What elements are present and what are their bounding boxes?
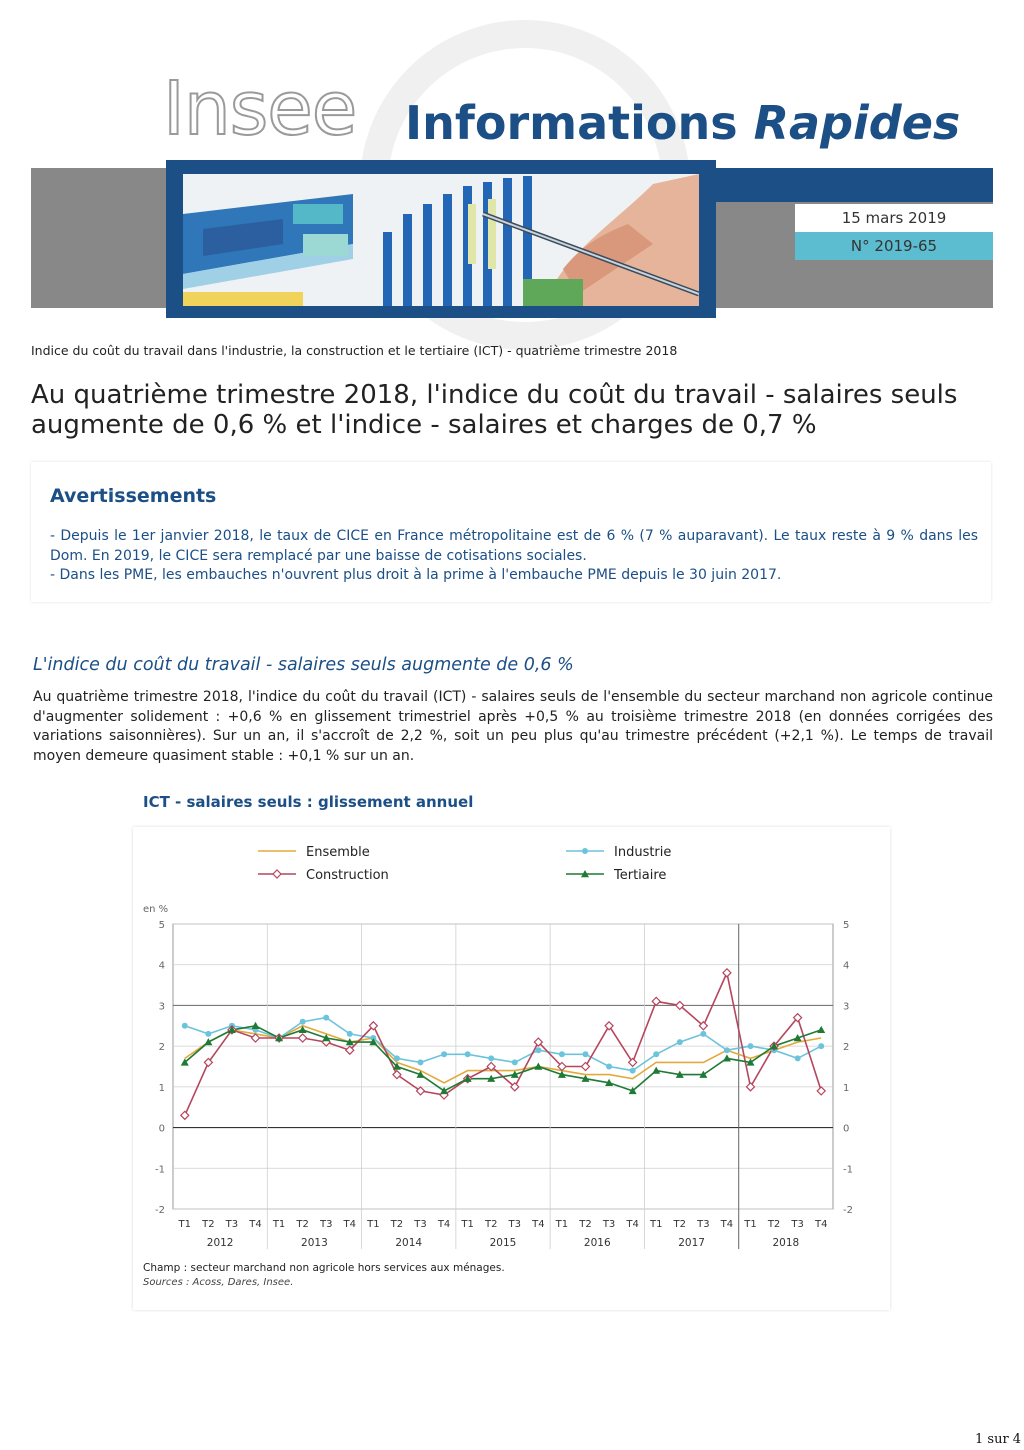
data-point-construction: [582, 1063, 590, 1071]
publication-number: N° 2019-65: [795, 232, 993, 260]
main-title: Au quatrième trimestre 2018, l'indice du coût du travail - salaires seuls augmente de 0,6 % et l'indice - salaires et charges de 0,7 %: [31, 380, 958, 440]
publication-subject: Indice du coût du travail dans l'industrie, la construction et le tertiaire (ICT) - quatrième trimestre 2018: [31, 343, 678, 358]
year-label: 2016: [583, 1237, 611, 1249]
x-tick-label: T3: [697, 1219, 710, 1230]
x-tick-label: T2: [673, 1219, 687, 1230]
data-point-tertiaire: [204, 1038, 212, 1045]
y-tick-label-right: 3: [843, 1001, 850, 1013]
y-tick-label-right: -1: [843, 1164, 853, 1176]
line-chart: [133, 827, 890, 1310]
data-point-industrie: [300, 1019, 306, 1025]
data-point-industrie: [512, 1059, 518, 1065]
warning-item: - Depuis le 1er janvier 2018, le taux de CICE en France métropolitaine est de 6 % (7 % auparavant). Le taux reste à 9 % dans les Dom. En 2019, le CICE sera remplacé par une baisse de cotisations sociales.: [50, 528, 978, 564]
y-tick-label-left: 3: [158, 1001, 165, 1013]
legend-marker: [582, 848, 588, 854]
y-tick-label-right: 4: [843, 960, 850, 972]
x-tick-label: T1: [367, 1219, 380, 1230]
y-tick-label-right: 5: [843, 920, 850, 931]
x-tick-label: T2: [579, 1219, 592, 1230]
data-point-industrie: [535, 1047, 541, 1053]
section-title: L'indice du coût du travail - salaires seuls augmente de 0,6 %: [33, 655, 574, 675]
body-paragraph: Au quatrième trimestre 2018, l'indice du coût du travail (ICT) - salaires seuls de l'ensemble du secteur marchand non agricole continue d'augmenter solidement : +0,6 % en glissement trimestriel après +0,5 % au troisième trimestre 2018 (en données corrigées des variations saisonnières). Sur un an, il s'accroît de 2,2 %, soit un peu plus qu'au trimestre précédent (+2,1 %). Le temps de travail moyen demeure quasiment stable : +0,1 % sur un an.: [33, 689, 993, 764]
data-point-construction: [629, 1058, 637, 1066]
y-tick-label-left: 4: [158, 960, 165, 972]
data-point-industrie: [677, 1039, 683, 1045]
year-label: 2012: [206, 1237, 234, 1249]
data-point-construction: [747, 1083, 755, 1091]
x-tick-label: T1: [744, 1219, 757, 1230]
y-tick-label-left: 1: [158, 1082, 165, 1094]
data-point-construction: [652, 997, 660, 1005]
chart-title: ICT - salaires seuls : glissement annuel: [143, 793, 474, 811]
x-tick-label: T4: [720, 1219, 734, 1230]
x-tick-label: T4: [626, 1219, 639, 1230]
y-tick-label-left: -1: [155, 1164, 165, 1176]
data-point-industrie: [418, 1059, 424, 1065]
x-tick-label: T1: [178, 1219, 192, 1230]
year-label: 2013: [301, 1237, 328, 1249]
y-tick-label-right: 0: [843, 1123, 850, 1135]
y-tick-label-right: 2: [843, 1042, 850, 1054]
warning-item: - Dans les PME, les embauches n'ouvrent plus droit à la prime à l'embauche PME depuis le 30 juin 2017.: [50, 567, 782, 583]
y-tick-label-right: -2: [843, 1205, 853, 1216]
x-tick-label: T1: [272, 1219, 286, 1230]
data-point-industrie: [488, 1055, 494, 1061]
y-tick-label-left: -2: [155, 1205, 165, 1216]
chart-container: [133, 827, 890, 1310]
warnings-title: Avertissements: [50, 485, 217, 507]
chart-photo-illustration: [183, 174, 699, 306]
year-label: 2015: [489, 1237, 517, 1249]
x-tick-label: T2: [202, 1219, 215, 1230]
chart-sources: Sources : Acoss, Dares, Insee.: [143, 1277, 294, 1288]
data-point-construction: [817, 1087, 825, 1095]
publication-title: [405, 96, 961, 150]
legend-label: Industrie: [614, 845, 672, 860]
x-tick-label: T3: [225, 1219, 239, 1230]
header-blue-band: [715, 168, 993, 202]
x-tick-label: T1: [649, 1219, 663, 1230]
header-chart-photo: [183, 174, 699, 306]
data-point-industrie: [724, 1047, 730, 1053]
x-tick-label: T2: [767, 1219, 781, 1230]
chart-note: Champ : secteur marchand non agricole hors services aux ménages.: [143, 1262, 505, 1274]
data-point-industrie: [583, 1051, 589, 1057]
x-tick-label: T3: [508, 1219, 522, 1230]
publication-title-main: Informations: [405, 96, 738, 150]
legend-label: Construction: [306, 868, 389, 883]
page-number: 1 sur 4: [975, 1432, 1022, 1447]
y-tick-label-left: 2: [158, 1042, 165, 1054]
series-line-construction: [185, 973, 821, 1116]
data-point-industrie: [323, 1015, 329, 1021]
publication-title-rapides: Rapides: [753, 96, 961, 150]
warnings-text: [50, 527, 978, 586]
x-tick-label: T1: [555, 1219, 569, 1230]
data-point-industrie: [700, 1031, 706, 1037]
data-point-tertiaire: [817, 1026, 825, 1033]
data-point-industrie: [559, 1051, 565, 1057]
y-tick-label-left: 5: [158, 920, 165, 931]
insee-logo: Insee: [163, 66, 357, 152]
series-line-industrie: [185, 1018, 821, 1071]
data-point-industrie: [795, 1055, 801, 1061]
data-point-industrie: [748, 1043, 754, 1049]
publication-date: 15 mars 2019: [795, 204, 993, 232]
x-tick-label: T4: [814, 1219, 828, 1230]
legend-marker: [273, 870, 281, 878]
x-tick-label: T3: [602, 1219, 616, 1230]
y-tick-label-left: 0: [158, 1123, 165, 1135]
data-point-construction: [252, 1034, 260, 1042]
x-tick-label: T3: [319, 1219, 333, 1230]
data-point-industrie: [630, 1068, 636, 1074]
data-point-tertiaire: [252, 1022, 260, 1029]
year-label: 2017: [678, 1237, 705, 1249]
year-label: 2018: [772, 1237, 800, 1249]
year-label: 2014: [395, 1237, 423, 1249]
x-tick-label: T2: [390, 1219, 404, 1230]
data-point-construction: [181, 1111, 189, 1119]
data-point-tertiaire: [723, 1054, 731, 1061]
x-tick-label: T3: [414, 1219, 427, 1230]
x-tick-label: T2: [296, 1219, 309, 1230]
data-point-industrie: [653, 1051, 659, 1057]
x-tick-label: T4: [532, 1219, 545, 1230]
data-point-industrie: [441, 1051, 447, 1057]
data-point-construction: [299, 1034, 307, 1042]
data-point-industrie: [818, 1043, 824, 1049]
x-tick-label: T4: [343, 1219, 357, 1230]
data-point-tertiaire: [534, 1063, 542, 1070]
plot-frame: [173, 924, 833, 1209]
data-point-industrie: [347, 1031, 353, 1037]
data-point-tertiaire: [652, 1067, 660, 1074]
data-point-construction: [723, 969, 731, 977]
data-point-industrie: [394, 1055, 400, 1061]
data-point-industrie: [465, 1051, 471, 1057]
legend-label: Tertiaire: [614, 868, 667, 883]
data-point-construction: [605, 1022, 613, 1030]
x-tick-label: T3: [791, 1219, 804, 1230]
y-axis-label: en %: [143, 904, 169, 915]
data-point-industrie: [205, 1031, 211, 1037]
data-point-industrie: [182, 1023, 188, 1029]
x-tick-label: T2: [484, 1219, 498, 1230]
legend-label: Ensemble: [306, 845, 370, 860]
x-tick-label: T4: [249, 1219, 262, 1230]
x-tick-label: T1: [461, 1219, 474, 1230]
x-tick-label: T4: [437, 1219, 451, 1230]
data-point-industrie: [606, 1064, 612, 1070]
y-tick-label-right: 1: [843, 1082, 850, 1094]
